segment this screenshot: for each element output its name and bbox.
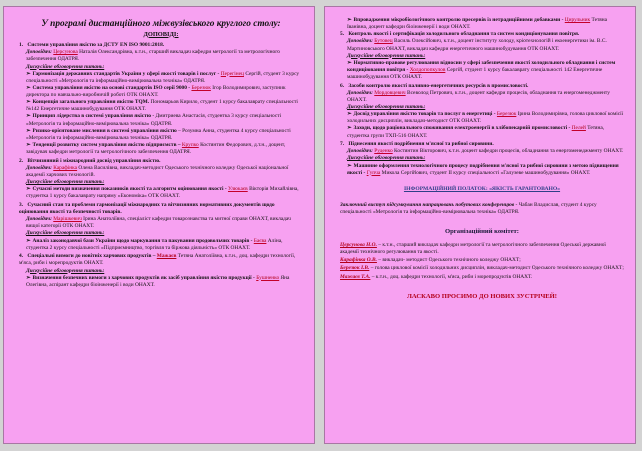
speaker-name: Бутовец [374, 38, 393, 45]
speaker-name: Карафінка [53, 164, 78, 171]
report-section-4 [19, 253, 303, 289]
discussion-item: ➢ Нормативно-правове регулювання відносин у сфері забезпечення якості холодильного обладнання і систем кондиціювання повітря - Холдопопкулов Сергій, студент 1 курсу бакалаврату спеціальності 142 Енергетичне машинобудування ОТК ОНАХТ. [347, 59, 616, 80]
report-section-1 [19, 42, 303, 156]
discussion-label: Дискусійне обговорення питань: [347, 104, 426, 110]
section-title: 5. Контроль якості і сертифікація холодильного обладнання та систем кондиціонування повітря. [340, 31, 580, 38]
arrow-icon: ➢ [26, 84, 31, 91]
committee-member: Карафінка О.В. – викладач- методист Одеського технічного коледжу ОНАХТ; [340, 257, 521, 264]
arrow-icon: ➢ [347, 59, 352, 66]
arrow-icon: ➢ [347, 17, 352, 23]
arrow-icon: ➢ [26, 274, 31, 281]
report-section-2 [19, 158, 303, 201]
discussion-label: Дискусійне обговорення питань: [26, 63, 105, 70]
section-title: 6. Засоби контролю якості паливно-енергетичних ресурсів в промисловості. [340, 82, 529, 89]
discussion-label: Дискусійне обговорення питань: [347, 155, 426, 162]
info-break-line: ІНФОРМАЦІЙНИЙ ПОЛАТОК: «ЯКІСТЬ ГАРАНТОВАНО» [403, 185, 561, 192]
discussion-item: ➢ Принцип лідерства в системі управління якістю - Дмитриева Анастасія, студентка 3 курсу спеціальності «Метрологія та інформаційно-вимірювальна техніка» ОДАТРЯ. [26, 113, 282, 127]
speaker-line: Доповідач: Церсунова Наталія Олександрівна, к.т.н., старший викладач кафедри метрології та метрологічного забезпечення ОДАТРЯ. [26, 49, 280, 63]
organizing-committee-heading: Організаційний комітет: [445, 228, 519, 236]
arrow-icon: ➢ [347, 162, 352, 169]
report-section-7 [340, 141, 624, 177]
discussion-item: ➢ Концепція загального управління якістю TQM. Пономарьов Кирило, студент 1 курсу бакалаврату спеціальності №142 Енергетичне машинобудування ОТК ОНАХТ. [26, 99, 298, 113]
arrow-icon: ➢ [347, 111, 352, 118]
speaker-line: Доповідач: Руденко Костянтин Вікторович, к.т.н. доцент кафедри процесів, обладнання та енергоменеджменту ОНАХТ. [347, 148, 624, 155]
committee-member: Березюк І.В. – голова циклової комісії холодильних дисциплін, викладач-методист Одеського технічного коледжу ОНАХТ; [340, 265, 624, 272]
discussion-label: Дискусійне обговорення питань: [26, 230, 105, 237]
speaker-line: Доповідач: Карафінка Олена Василівна, викладач-методист Одеського технічного коледжу Одеської національної академії харчових технологій. [26, 164, 289, 178]
section-title: 3. Сучасний стан та проблеми гармонізації міжнародних та вітчизняних нормативних документів щодо оцінювання якості та безпечності товарів. [19, 201, 275, 216]
discussion-item: ➢ Система управління якістю на основі стандартів ISO серії 9000 - Березюк Ігор Володимирович, заступник директора по навчально-виробничій роботі ОТК ОНАХТ. [26, 84, 286, 99]
arrow-icon: ➢ [26, 186, 31, 193]
section-title: 2. Вітчизняний і міжнародний досвід управління якістю. [19, 157, 161, 164]
discussion-item: ➢ Досвід управління якістю товарів та послуг в енергетиці - Березюк Ірина Володимирівна, голова циклової комісії холодильних дисциплін, викладач-методист ОТК ОНАХТ. [347, 111, 624, 125]
speaker-line: Доповідач: Марішкевич Ірина Анатоліївна, спеціаліст кафедри товарознавства та митної справи ОНАХТ, викладач вищої категорії ОТК ОНАХТ. [26, 216, 291, 230]
discussion-item: ➢ Заходи, щодо раціонального споживання електроенергії в хлібопекарній промисловості - Пелей Тетяна, студентка групи ТХП-516 ОНАХТ. [347, 125, 605, 139]
arrow-icon: ➢ [347, 125, 352, 132]
report-section-3 [19, 202, 303, 252]
document-title: У програмі дистанційного міжвузівського круглого столу: [41, 19, 281, 29]
discussion-item: ➢ Сучасні методи визначення показників якості та алгоритм оцінювання якості - Улюкаєв Вікторія Михайлівна, студентка 1 курсу бакалаврату напряму «Економіка» ОТК ОНАХТ. [26, 186, 299, 200]
discussion-label: Дискусійне обговорення питань: [26, 179, 105, 186]
committee-member: Церсунова Н.О. – к.т.н., старший викладач кафедри метрології та метрологічного забезпечення Одеської державної академії технічного регулювання та якості. [340, 242, 606, 256]
speaker-name: Церсунова [53, 49, 78, 56]
discussion-item: ➢ Тенденції розвитку систем управління якістю підприємств – Крупко Костянтин Федорович, д.т.н., доцент, завідувач кафедри метрології та метрологічного забезпечення ОДАТРЯ. [26, 141, 286, 156]
speaker-name: Марішкевич [53, 216, 82, 223]
section-title: 7. Піднесення якості подрібнення м'ясної та рибної сировини. [340, 141, 494, 148]
section-title: 1. Системи управління якістю за ДСТУ EN ISO 9001:2018. [19, 42, 165, 49]
discussion-item: ➢ Машинне оформлення технологічного процесу подрібнення м'ясної та рибної сировини з метою підвищення якості - Гупча Микола Сергійович, студент ІІ курсу спеціальності «Галузеве машинобудування» ОНАХТ. [347, 162, 619, 176]
arrow-icon: ➢ [26, 141, 31, 148]
discussion-item: ➢ Гармонізація державних стандартів України у сфері якості товарів і послуг - Перегінец Сергій, студент 3 курсу спеціальності «Метрологія та інформаційно-вимірювальна техніка» ОДАТРЯ. [26, 70, 300, 84]
reports-heading: ДОПОВІДІ: [143, 30, 179, 38]
document-page-right [324, 6, 636, 444]
discussion-item: ➢ Ризико-орієнтоване мислення в системі управління якістю – Розумна Анна, студентка 4 курсу спеціальності «Метрологія та інформаційно-вимірювальна техніка» ОДАТРЯ. [26, 127, 291, 141]
arrow-icon: ➢ [26, 70, 31, 77]
speaker-line: Доповідач: Мордовцевич Всеволод Петрович, к.т.н., доцент кафедри процесів, обладнання та енергоменеджменту ОНАХТ. [347, 89, 610, 103]
report-section-6 [340, 83, 624, 140]
arrow-icon: ➢ [26, 99, 31, 106]
section-title: 4. Спеціальні вимоги до новітніх харчових продуктів – Мажаєв Тетяна Анатоліївна, к.т.н., доц. кафедри технології, м'яса, риби і морепродуктів ОНАХТ. [19, 253, 296, 267]
discussion-item: ➢ Впровадження мікробіологічного контролю пресервів із нетрадиційними добавками - Цирульник Тетяна Іванівна, доцент кафедри біоінженерії і води ОНАХТ. [347, 17, 608, 31]
arrow-icon: ➢ [26, 113, 31, 120]
discussion-item: ➢ Аналіз законодавчої бази України щодо маркування та пакування продовольчих товарів - Баєва Аліна, студентка 2 курсу спеціальності «Підприємництво, торгівля та біржова діяльність» ОТК ОНАХТ. [26, 237, 283, 251]
document-page-left [3, 6, 315, 444]
discussion-label: Дискусійне обговорення питань: [26, 267, 105, 274]
arrow-icon: ➢ [26, 127, 31, 134]
closing-speech: Заключний виступ підсумкування напрацювань побутових конференцюв - Чабан Владислав, студент 4 курсу спеціальності «Метрологія та інформаційно-вимірювальна техніка» ОДАТРЯ. [340, 202, 597, 216]
discussion-item: ➢ Визначення безпечних вимоги з харчових продуктів як засіб управління якістю продукції - Бушненко Яна Олегівна, аспірант кафедри біоінженерії і води ОНАХТ. [26, 274, 290, 288]
speaker-line: Доповідач: Бутовец Василь Олексійович, к.т.н., доцент інституту холоду, кріотехнологій і екоенергетики ім. В.С. Мартиновського ОНАХТ, викладач кафедри енергетичного машинобудування ОТК ОНАХТ. [347, 38, 607, 52]
discussion-label: Дискусійне обговорення питань: [347, 52, 426, 59]
welcome-message: ЛАСКАВО ПРОСИМО ДО НОВИХ ЗУСТРІЧЕЙ! [406, 292, 558, 300]
committee-member: Мажаєв Т.А. – к.т.н., доц. кафедри технології, м'яса, риби і морепродуктів ОНАХТ. [340, 273, 533, 280]
speaker-name: Мордовцевич [374, 89, 406, 96]
report-section-5 [340, 31, 624, 81]
speaker-name: Руденко [374, 148, 393, 155]
arrow-icon: ➢ [26, 237, 31, 244]
